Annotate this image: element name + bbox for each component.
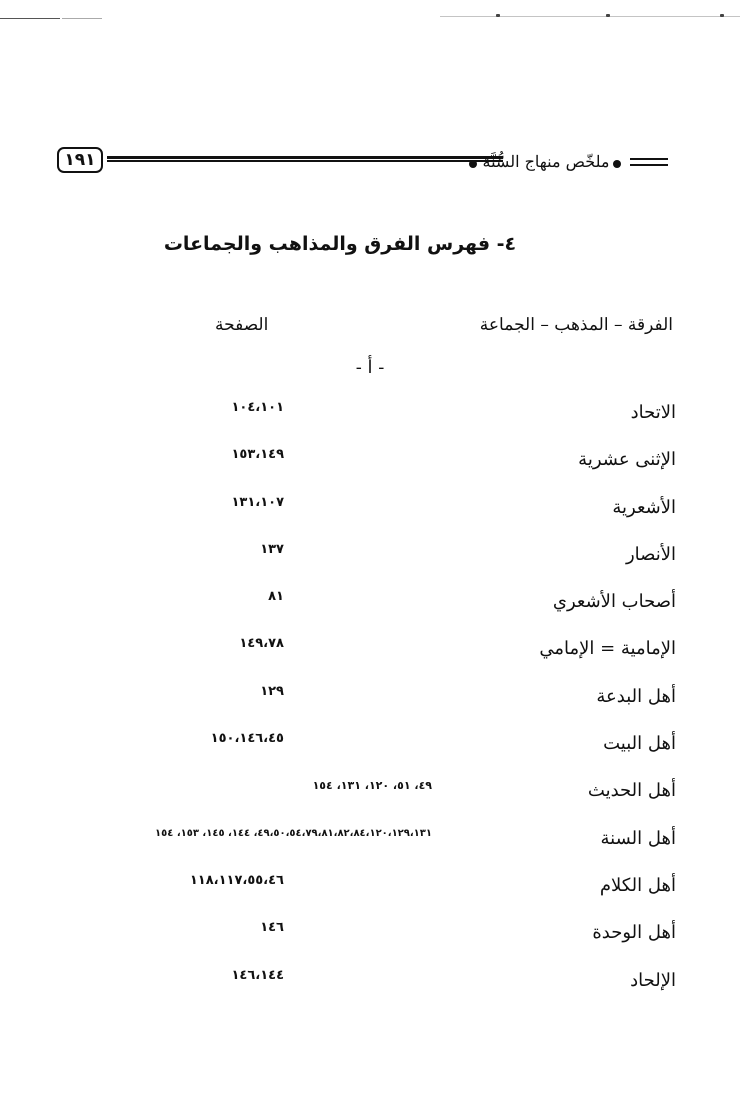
- column-header-name: الفرقة – المذهب – الجماعة: [479, 315, 673, 335]
- entry-pages: ١٣١،١٠٧: [231, 494, 284, 510]
- index-row: [60, 914, 680, 961]
- running-header: [57, 143, 697, 179]
- entry-name: الإمامية = الإمامي: [539, 638, 676, 660]
- entry-name: أصحاب الأشعري: [552, 591, 676, 613]
- scan-artifact-dot: [720, 14, 724, 17]
- letter-divider: - أ -: [355, 357, 385, 378]
- index-row: [60, 772, 680, 819]
- entry-name: أهل الحديث: [587, 780, 676, 802]
- bullet-icon: [613, 160, 621, 168]
- scan-artifact-line: [440, 16, 740, 17]
- bullet-icon: [469, 160, 477, 168]
- header-rule-short: [630, 158, 668, 166]
- index-row: [60, 867, 680, 914]
- entry-pages: ١٤٦: [260, 920, 284, 936]
- index-row: [60, 489, 680, 536]
- book-title: ملخّص منهاج السُّنَّة: [482, 152, 610, 171]
- index-row: [60, 630, 680, 677]
- entry-name: الاتحاد: [630, 402, 676, 423]
- entry-name: أهل البدعة: [596, 685, 676, 707]
- scan-artifact-dot: [606, 14, 610, 17]
- entry-pages: ١٥٠،١٤٦،٤٥: [210, 731, 284, 747]
- entry-name: أهل السنة: [600, 827, 676, 849]
- section-title: ٤- فهرس الفرق والمذاهب والجماعات: [163, 233, 517, 255]
- entry-pages: ١٤٦،١٤٤: [231, 967, 284, 983]
- entry-name: أهل البيت: [603, 733, 676, 755]
- entry-pages: ٤٩،٥٠،٥٤،٧٩،٨١،٨٢،٨٤،١٢٠،١٢٩،١٣١، ١٤٤، ١٤٥، ١٥٣، ١٥٤: [155, 827, 432, 839]
- entry-pages: ٤٩، ٥١، ١٢٠، ١٣١، ١٥٤: [312, 779, 432, 793]
- entry-pages: ١٤٩،٧٨: [239, 636, 284, 652]
- entry-pages: ١٢٩: [260, 683, 284, 699]
- column-header-page: الصفحة: [215, 315, 269, 335]
- index-row: [60, 725, 680, 772]
- index-row: [60, 678, 680, 725]
- entry-pages: ١٠٤،١٠١: [231, 400, 284, 415]
- scan-artifact-line: [0, 18, 60, 19]
- index-row: [60, 394, 680, 441]
- entry-pages: ١٣٧: [260, 541, 284, 557]
- index-row: [60, 441, 680, 488]
- entry-name: الإلحاد: [630, 969, 676, 991]
- entry-name: أهل الكلام: [599, 874, 676, 896]
- scan-artifact-dot: [496, 14, 500, 17]
- entry-pages: ٨١: [268, 589, 284, 605]
- index-list: [60, 394, 680, 1009]
- entry-name: الإثنى عشرية: [578, 449, 676, 471]
- index-row: [60, 820, 680, 867]
- entry-name: أهل الوحدة: [592, 922, 676, 944]
- header-rule-long: [107, 156, 503, 162]
- entry-name: الأنصار: [625, 543, 676, 565]
- entry-pages: ١١٨،١١٧،٥٥،٤٦: [189, 872, 284, 888]
- index-row: [60, 536, 680, 583]
- entry-name: الأشعرية: [612, 496, 676, 518]
- index-row: [60, 962, 680, 1009]
- page-number: ١٩١: [57, 147, 103, 173]
- index-row: [60, 583, 680, 630]
- entry-pages: ١٥٣،١٤٩: [231, 447, 284, 463]
- scan-artifact-line: [62, 18, 102, 19]
